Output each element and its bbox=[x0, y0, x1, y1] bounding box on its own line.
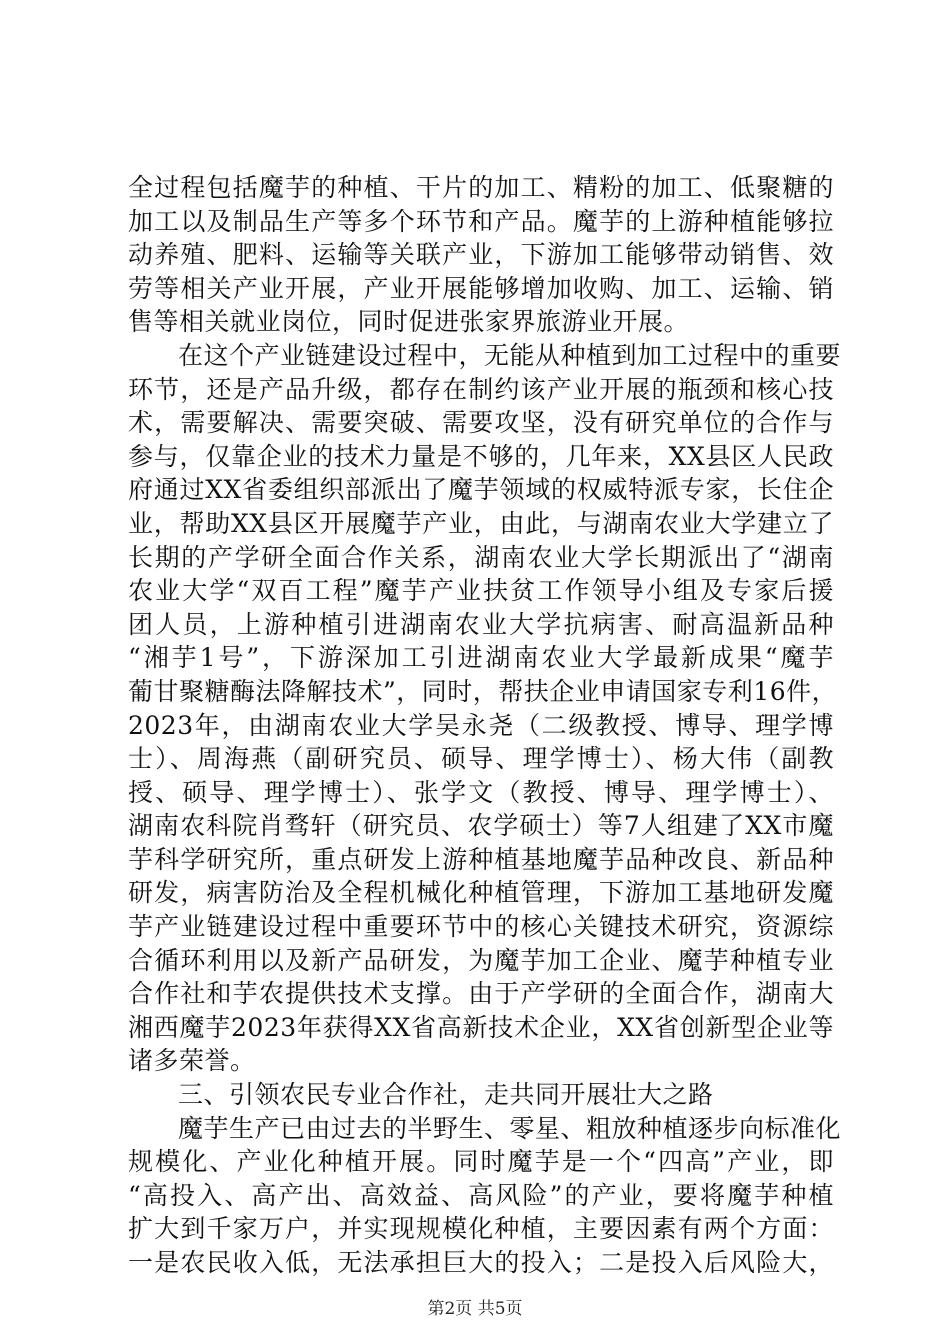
text-line: 诸多荣誉。 bbox=[128, 1046, 256, 1076]
text-line: 湘西魔芋2023年获得XX省高新技术企业，XX省创新型企业等 bbox=[128, 1012, 834, 1042]
text-line: 规模化、产业化种植开展。同时魔芋是一个“四高”产业，即 bbox=[128, 1147, 834, 1177]
text-line: 湖南农科院肖骛轩（研究员、农学硕士）等7人组建了XX市魔 bbox=[128, 811, 834, 841]
text-line: 芋产业链建设过程中重要环节中的核心关键技术研究，资源综 bbox=[128, 912, 834, 942]
text-line: 环节，还是产品升级，都存在制约该产业开展的瓶颈和核心技 bbox=[128, 374, 834, 404]
text-line: 农业大学“双百工程”魔芋产业扶贫工作领导小组及专家后援 bbox=[128, 576, 834, 606]
text-line: 芋科学研究所，重点研发上游种植基地魔芋品种改良、新品种 bbox=[128, 844, 834, 874]
text-line: 全过程包括魔芋的种植、干片的加工、精粉的加工、低聚糖的 bbox=[128, 173, 834, 202]
text-line: 葡甘聚糖酶法降解技术”，同时，帮扶企业申请国家专利16件， bbox=[128, 676, 838, 706]
text-line: 士）、周海燕（副研究员、硕导、理学博士）、杨大伟（副教 bbox=[128, 744, 834, 774]
text-line: 合循环利用以及新产品研发，为魔芋加工企业、魔芋种植专业 bbox=[128, 945, 834, 975]
page-number-footer: 第2页 共5页 bbox=[427, 1299, 523, 1319]
body-text bbox=[128, 171, 842, 1280]
text-line: 府通过XX省委组织部派出了魔芋领域的权威特派专家，长住企 bbox=[128, 475, 834, 505]
text-line: 售等相关就业岗位，同时促进张家界旅游业开展。 bbox=[128, 307, 690, 337]
text-line: 术，需要解决、需要突破、需要攻坚，没有研究单位的合作与 bbox=[128, 408, 834, 438]
text-line: 长期的产学研全面合作关系，湖南农业大学长期派出了“湖南 bbox=[128, 542, 834, 572]
text-line: 魔芋生产已由过去的半野生、零星、粗放种植逐步向标准化 bbox=[178, 1113, 842, 1143]
text-line: 合作社和芋农提供技术支撑。由于产学研的全面合作，湖南大 bbox=[128, 979, 834, 1009]
text-line: 扩大到千家万户，并实现规模化种植，主要因素有两个方面： bbox=[128, 1214, 834, 1244]
text-line: 2023年，由湖南农业大学吴永尧（二级教授、博导、理学博 bbox=[128, 710, 834, 740]
text-line: 参与，仅靠企业的技术力量是不够的，几年来，XX县区人民政 bbox=[128, 441, 834, 471]
text-line: 团人员，上游种植引进湖南农业大学抗病害、耐高温新品种 bbox=[128, 609, 834, 639]
text-line: 研发，病害防治及全程机械化种植管理，下游加工基地研发魔 bbox=[128, 878, 834, 908]
text-line: 加工以及制品生产等多个环节和产品。魔芋的上游种植能够拉 bbox=[128, 206, 834, 236]
section-heading: 三、引领农民专业合作社，走共同开展壮大之路 bbox=[178, 1080, 714, 1110]
text-line: 授、硕导、理学博士）、张学文（教授、博导、理学博士）、 bbox=[128, 777, 834, 807]
text-line: 一是农民收入低，无法承担巨大的投入；二是投入后风险大， bbox=[128, 1248, 834, 1277]
text-line: “湘芋1号”，下游深加工引进湖南农业大学最新成果“魔芋 bbox=[128, 643, 834, 673]
text-line: 业，帮助XX县区开展魔芋产业，由此，与湖南农业大学建立了 bbox=[128, 508, 834, 538]
text-line: “高投入、高产出、高效益、高风险”的产业，要将魔芋种植 bbox=[128, 1180, 834, 1210]
text-line: 动养殖、肥料、运输等关联产业，下游加工能够带动销售、效 bbox=[128, 240, 834, 270]
text-line: 劳等相关产业开展，产业开展能够增加收购、加工、运输、销 bbox=[128, 273, 834, 303]
text-line: 在这个产业链建设过程中，无能从种植到加工过程中的重要 bbox=[178, 340, 842, 370]
